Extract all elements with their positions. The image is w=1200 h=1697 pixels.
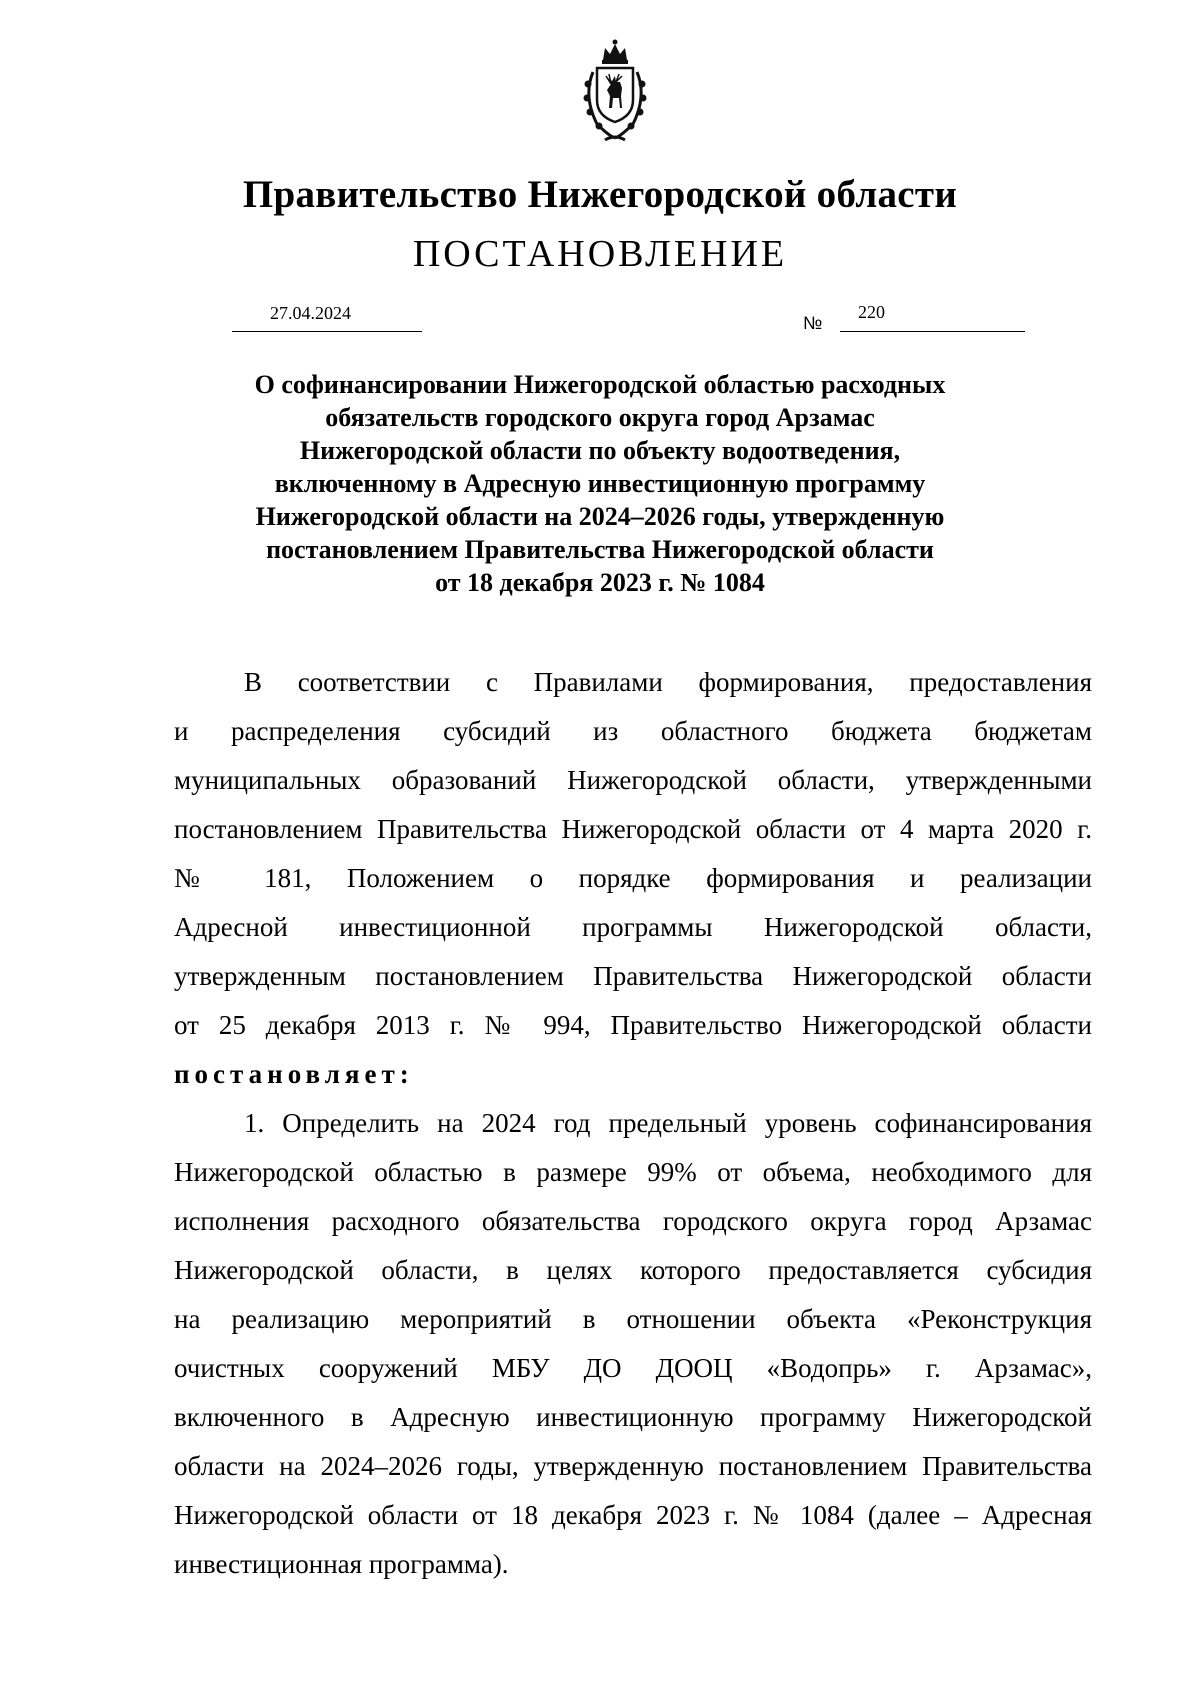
item-1-line: включенного в Адресную инвестиционную программу Нижегородской — [174, 1402, 1092, 1432]
preamble-line: утвержденным постановлением Правительства Нижегородской области — [174, 961, 1092, 991]
subject-line: включенному в Адресную инвестиционную программу — [274, 469, 926, 498]
item-1-line: 1. Определить на 2024 год предельный уровень софинансирования — [244, 1108, 1092, 1138]
preamble-line: и распределения субсидий из областного бюджета бюджетам — [174, 716, 1092, 746]
coat-of-arms-icon — [575, 38, 655, 148]
number-sign: № — [803, 313, 823, 333]
item-1-paragraph — [174, 1099, 1092, 1589]
preamble-paragraph — [174, 658, 1092, 1050]
preamble-line: Адресной инвестиционной программы Нижегородской области, — [174, 912, 1092, 942]
subject-line: Нижегородской области на 2024–2026 годы, утвержденную — [255, 502, 945, 531]
document-subject — [200, 368, 1000, 599]
document-body — [174, 658, 1092, 1589]
item-1-line: Нижегородской области от 18 декабря 2023 г. № 1084 (далее – Адресная — [174, 1500, 1092, 1530]
preamble-line: В соответствии с Правилами формирования, предоставления — [244, 667, 1092, 697]
document-type: ПОСТАНОВЛЕНИЕ — [412, 233, 788, 275]
date-underline — [232, 331, 422, 332]
subject-line: Нижегородской области по объекту водоотведения, — [299, 436, 901, 465]
preamble-line: от 25 декабря 2013 г. № 994, Правительство Нижегородской области — [174, 1010, 1092, 1040]
number-underline — [840, 331, 1025, 332]
subject-line: от 18 декабря 2023 г. № 1084 — [435, 568, 765, 597]
item-1-line: исполнения расходного обязательства городского округа город Арзамас — [174, 1206, 1092, 1236]
item-1-line: на реализацию мероприятий в отношении объекта «Реконструкция — [174, 1304, 1092, 1334]
document-date: 27.04.2024 — [270, 303, 351, 323]
item-1-line: очистных сооружений МБУ ДО ДООЦ «Водопрь» г. Арзамас», — [174, 1353, 1092, 1383]
item-1-line: Нижегородской области, в целях которого предоставляется субсидия — [174, 1255, 1092, 1285]
preamble-line: муниципальных образований Нижегородской области, утвержденными — [174, 765, 1092, 795]
resolves-word: постановляет: — [174, 1059, 414, 1089]
item-1-line: области на 2024–2026 годы, утвержденную постановлением Правительства — [174, 1451, 1092, 1481]
government-title: Правительство Нижегородской области — [242, 173, 958, 216]
preamble-line: постановлением Правительства Нижегородской области от 4 марта 2020 г. — [174, 814, 1092, 844]
item-1-line: Нижегородской областью в размере 99% от объема, необходимого для — [174, 1157, 1092, 1187]
subject-line: постановлением Правительства Нижегородской области — [266, 535, 934, 564]
subject-line: О софинансировании Нижегородской областью расходных — [254, 370, 946, 399]
subject-line: обязательств городского округа город Арзамас — [325, 403, 875, 432]
item-1-line: инвестиционная программа). — [174, 1549, 509, 1579]
document-number: 220 — [858, 302, 885, 322]
preamble-line: № 181, Положением о порядке формирования и реализации — [174, 863, 1092, 893]
